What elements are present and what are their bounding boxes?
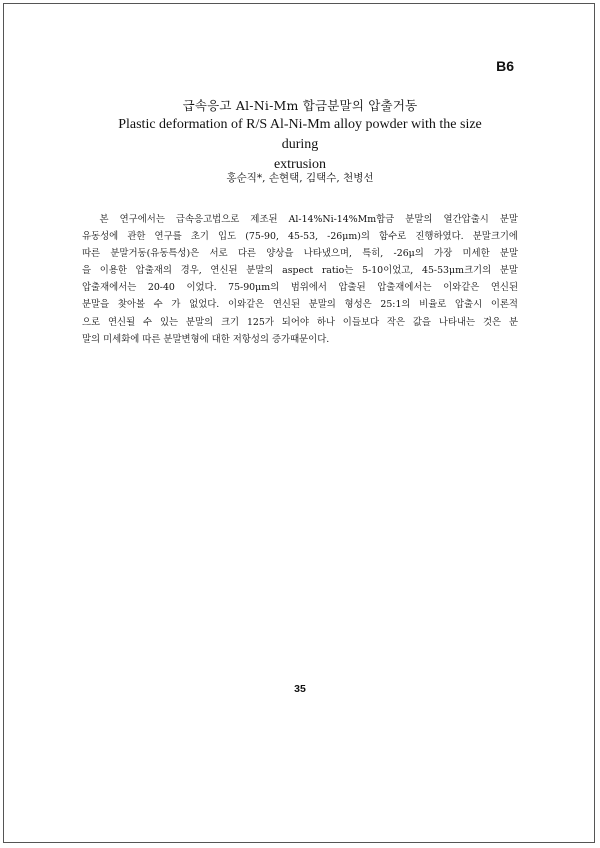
abstract-line: 압출재에서는 20-40 이었다. 75-90μm의 범위에서 압출된 압출재에서는 이와같은 연신된	[82, 282, 518, 294]
title-english	[100, 115, 500, 175]
abstract-line: 유동성에 관한 연구를 초기 입도 (75-90, 45-53, -26μm)의 함수로 진행하였다. 분말크기에	[82, 231, 518, 243]
title-english-line-1: Plastic deformation of R/S Al-Ni-Mm alloy powder with the size during	[118, 117, 482, 152]
authors: 홍순직*, 손현택, 김택수, 천병선	[226, 172, 374, 184]
abstract-line: 따른 분말거동(유동특성)은 서로 다른 양상을 나타냈으며, 특히, -26μ의 가장 미세한 분말	[82, 248, 518, 260]
abstract-line: 분말을 찾아볼 수 가 없었다. 이와같은 연신된 분말의 형성은 25:1의 비율로 압출시 이론적	[82, 299, 518, 311]
abstract	[82, 211, 518, 348]
abstract-line: 을 이용한 압출재의 경우, 연신된 분말의 aspect ratio는 5-10이었고, 45-53μm크기의 분말	[82, 265, 518, 277]
abstract-line: 말의 미세화에 따른 분말변형에 대한 저항성의 증가때문이다.	[82, 333, 330, 345]
title-korean: 급속응고 Al-Ni-Mm 합금분말의 압출거동	[182, 98, 418, 113]
page-number: 35	[294, 683, 306, 695]
abstract-line: 본 연구에서는 급속응고법으로 제조된 Al-14%Ni-14%Mm합금 분말의 열간압출시 분말	[82, 214, 518, 225]
abstract-line: 으로 연신될 수 있는 분말의 크기 125가 되어야 하나 이들보다 작은 값을 나타내는 것은 분	[82, 316, 518, 328]
title-english-line-2: extrusion	[273, 157, 327, 172]
session-code: B6	[496, 58, 514, 74]
